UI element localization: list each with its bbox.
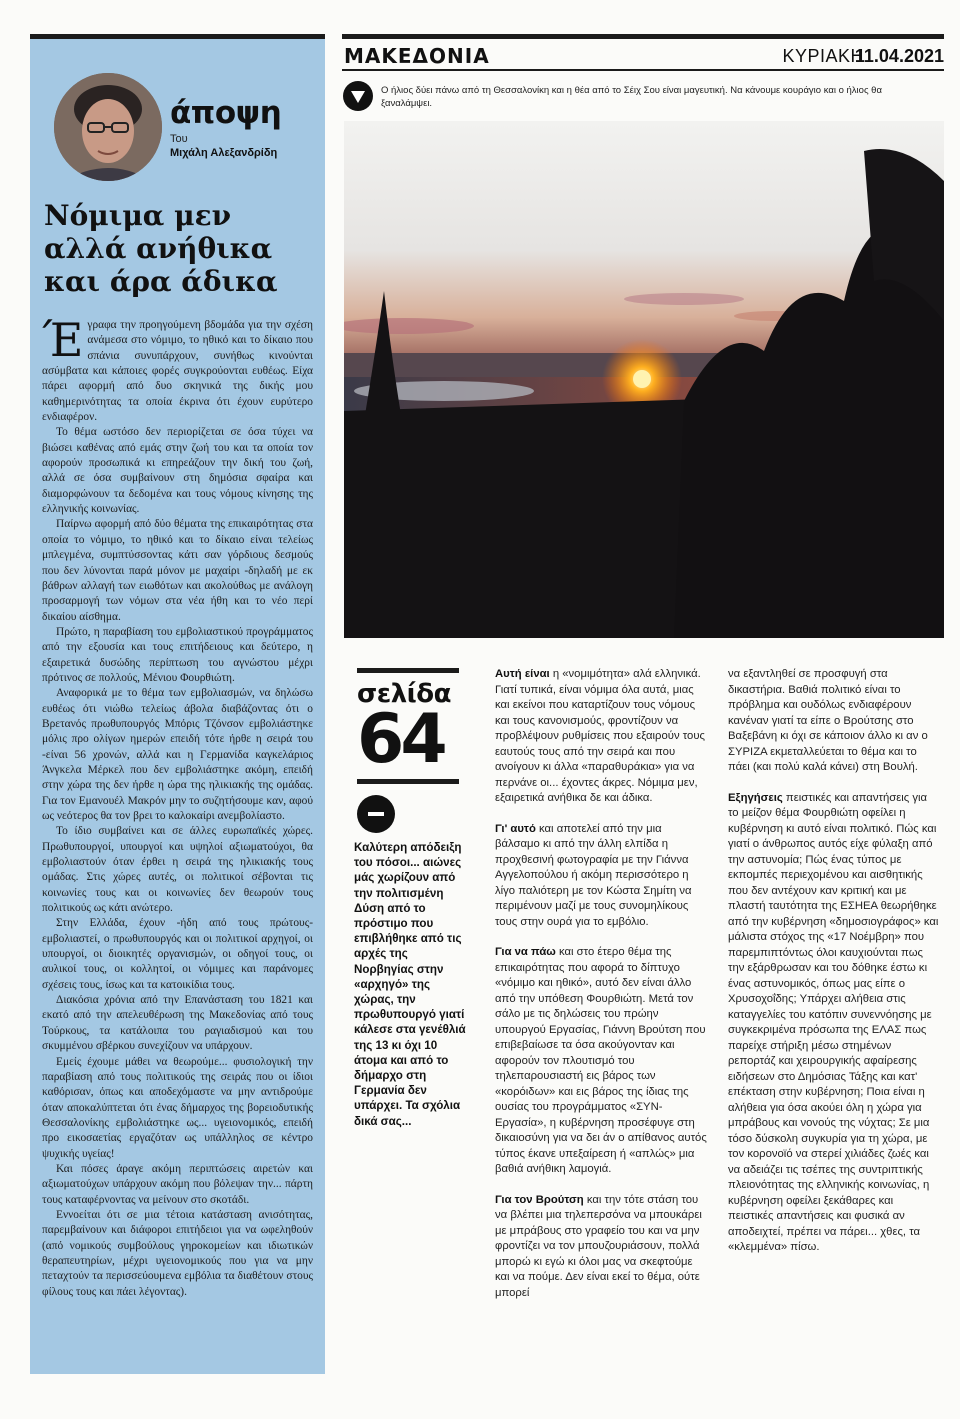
article-paragraph: Πρώτο, η παραβίαση του εμβολιαστικού προγράμματος από την εξουσία και τους επιτήδειους και δεύτερο, η εξαιρετικά δυσώδης περίπτωση του αγνώστου μέχρι πρότινος σε πολλούς, Μένιου Φουρθιώτη.: [42, 625, 313, 684]
column-paragraph: Για να πάω και στο έτερο θέμα της επικαιρότητας που αφορά το δίπτυχο «νόμιμο και ηθικό», αυτό δεν είναι άλλο από την υπόθεση Φουρθιώτη. Μετά τον σάλο με τις δηλώσεις του πρώην υπουργού Εργασίας, Γιάννη Βρούτση που επιβεβαίωσε τα όσα ακούγονταν και αφορούν τον πλουτισμό του τηλεπαρουσιαστή εις βάρος των «κορόιδων» και εις βάρος της ίδιας της ουσίας του προγράμματος «ΣΥΝ-Εργασία», η κυβέρνηση προσέφυγε στη δικαιοσύνη για να δει άν ο απίθανος αυτός τύπος έκανε υπεξαίρεση ή «απλώς» μια βαθιά ανήθικη λαμογιά.: [495, 946, 707, 1175]
triangle-down-icon: [343, 81, 373, 111]
column-paragraph: Εξηγήσεις πειστικές και απαντήσεις για το μείζον θέμα Φουρθιώτη οφείλει η κυβέρνηση κι αυτό είναι πολιτικό. Πώς και γιατί ο άνθρωπος αυτός είχε φύλαξη από την αστυνομία; Πώς ένας τύπος με εκπομπές περιεχομένου και αισθητικής που δεν αντέχουν καν κριτική και με πλαστή ταυτότητα της ΕΣΗΕΑ θεωρήθηκε από την κυβέρνηση «δημοσιογράφος» και μάλιστα στόχος της «17 Νοέμβρη» που παρεμπιπτόντως όλοι καυχιούνται πως την εξάρθρωσαν και του δόθηκε έστω κι ένας αστυνομικός, όπως μας είπε ο Χρυσοχοΐδης; Υπάρχει αλήθεια στις καταγγελίες του κατόπιν συνεννόησης με συγκεκριμένα πρόσωπα της ΕΛΑΣ πως παρείχε στήριξη μέσω στημένων ρεπορτάζ και χειρουργικής αφαίρεσης ειδήσεων στο Δημόσιας Τάξης και κατ' επέκταση στην κυβέρνηση; Ποια είναι η αλήθεια για όσα ακούει όλη η χώρα για μπράβους και νονούς της νύχτας; Σε μια τόσο δύσκολη συγκυρία για τη χώρα, με τον κορονοϊό να στερεί χιλιάδες ζωές και να αδειάζει τις τσέπες της συντριπτικής πλειονότητας της ελληνικής κοινωνίας, η κυβέρνηση οφείλει ξεκάθαρες και πειστικές απαντήσεις και φυσικά αν αποδειχτεί, πρέπει να πάρει... χθες, τα «κλεμμένα» πίσω.: [728, 791, 939, 1253]
headline-line: αλλά ανήθικα: [44, 232, 273, 265]
page-word: σελίδα: [357, 679, 452, 709]
column-paragraph: Γι' αυτό και αποτελεί από την μια βάλσαμο κι από την άλλη ελπίδα η προχθεσινή φωτογραφία με την Γιάννα Αγγελοπούλου ή ακόμη περισσότερο η λίγο παλιότερη με τον Κώστα Σημίτη να περιμένουν μαζί με τους συνομηλίκους τους στην ουρά για το εμβόλιο.: [495, 822, 692, 928]
sunset-photo: [344, 121, 944, 638]
article-paragraph: Εμείς έχουμε μάθει να θεωρούμε... φυσιολογική την παραβίαση από τους πολιτικούς της σειράς που οι ίδιοι καθόρισαν, όπως και αποδεχόμαστε να μην αντιδρούμε όταν αποκαλύπτεται ότι ένας δήμαρχος της βορειοδυτικής Θεσσαλονίκης εμβολιάστηκε ως... υγειονομικός, επειδή προ εικοσαετίας εργαζόταν ως υπάλληλος σε κέντρο ψυχικής υγείας!: [42, 1055, 313, 1160]
minus-circle-icon: [357, 795, 395, 833]
page-number: 64: [357, 700, 444, 779]
opinion-column: [30, 34, 325, 1374]
article-column-mid: [495, 667, 707, 1316]
page-reference-box: [357, 668, 459, 784]
opinion-header: [30, 39, 325, 189]
article-paragraph: Εννοείται ότι σε μια τέτοια κατάσταση ανισότητας, παρεμβαίνουν και διάφοροι επιτήδειοι για να ωφεληθούν (από νομικούς συμβούλους γηροκομείων και ιδιωτικών θεραπευτηρίων, μέχρι υγειονομικούς που για να μην πεταχτούν τα περισσεύουμενα εμβόλια τα διαθέτουν στους φίλους τους και πάει λέγοντας).: [42, 1208, 313, 1298]
column-paragraph: να εξαντληθεί σε προσφυγή στα δικαστήρια. Βαθιά πολιτικό είναι το πρόβλημα και ουδόλως ενδιαφέρουν κανέναν γιατί τα είπε ο Βρούτσης στο Βαξεβάνη κι όχι σε κάποιον άλλο κι αν ο ΣΥΡΙΖΑ εκμεταλλεύεται το θέμα και το πάει (και πολύ καλά κάνει) στη Βουλή.: [728, 668, 928, 773]
article-paragraph: Το ίδιο συμβαίνει και σε άλλες ευρωπαϊκές χώρες. Πρωθυπουργοί, υπουργοί και υψηλοί αξιωματούχοι, θα εμβολιαστούν όταν έρθει η σειρά της ηλικιακής τους ομάδας. Στις χώρες αυτές, οι πολιτικοί σέβονται τις κοινωνίες τους και οι κοινωνίες δεν θεωρούν τους πολιτικούς ως κάτι ανώτερο.: [42, 825, 313, 915]
header-thin-rule: [342, 69, 944, 71]
issue-date: 11.04.2021: [854, 46, 944, 66]
article-paragraph: Διακόσια χρόνια από την Επανάσταση του 1821 και εκατό από την απελευθέρωση της Μακεδονίας από τους Τούρκους, τα κατάλοιπα του ραγιαδισμού και του σκυμμένου σβέρκου συνεχίζουν να υπάρχουν.: [42, 994, 313, 1053]
column-paragraph: Αυτή είναι η «νομιμότητα» αλά ελληνικά. Γιατί τυπικά, είναι νόμιμα όλα αυτά, μιας και εκείνοι που καταρτίζουν τους νόμους και τους κανονισμούς, φροντίζουν να προβλέψουν ρυθμίσεις που εξαιρούν τους εαυτούς τους από την σειρά και που ανοίγουν κι άλλα «παραθυράκια» για να περνάνε οι... έχοντες άκρες. Νόμιμα μεν, εξαιρετικά ανήθικα δε και άδικα.: [495, 668, 705, 804]
headline-line: Νόμιμα μεν: [44, 199, 232, 232]
article-paragraph: Παίρνω αφορμή από δύο θέματα της επικαιρότητας στα οποία το νόμιμο, το ηθικό και το δίκαιο είναι τελείως μπλεγμένα, συμπτύσσοντας κάτι σαν γόρδιους δεσμούς που δεν λύνονται παρά μόνον με μαχαίρι -δηλαδή με εκ βάθρων αλλαγή των ειωθότων και ακολούθως με ανάλογη προσαρμογή των νόμων στα νέα ήθη και το νέο περί δικαίου αίσθημα.: [42, 518, 313, 623]
photo-caption: Ο ήλιος δύει πάνω από τη Θεσσαλονίκη και η θέα από το Σέιχ Σου είναι μαγευτική. Να κάνουμε κουράγιο και ο ήλιος θα ξαναλάμψει.: [381, 85, 882, 109]
article-body: [30, 298, 325, 1300]
article-paragraph: Το θέμα ωστόσο δεν περιορίζεται σε όσα τύχει να βιώσει καθένας από εμάς στην ζωή του και τα οποία τον αφορούν προσωπικά κι επηρεάζουν την δική του ζωή, αλλά σε όσα συμβαίνουν στη δημόσια σφαίρα και διαμορφώνουν τα δεδομένα και τους νόμους κίνησης της ελληνικής κοινωνίας.: [42, 426, 313, 516]
side-note: Καλύτερη απόδειξη του πόσοι... αιώνες μάς χωρίζουν από την πολιτισμένη Δύση από το πρόστιμο που επιβλήθηκε από τις αρχές της Νορβηγίας στην «αρχηγό» της χώρας, την πρωθυπουργό γιατί κάλεσε στα γενέθλιά της 13 κι όχι 10 άτομα και από το δήμαρχο στη Γερμανία δεν υπάρχει. Τα σχόλια δικά σας...: [354, 841, 466, 1128]
article-paragraph: Έγραφα την προηγούμενη βδομάδα για την σχέση ανάμεσα στο νόμιμο, το ηθικό και το δίκαιο που σπάνια συνυπάρχουν, συνήθως κινούνται ασύμβατα και κάποιες φορές συγκρούονται ευθέως. Είχα πάρει αφορμή από δυο σκηνικά της δικής μου καθημερινότητας τα οποία έκρινα ότι έχουν ευρύτερο ενδιαφέρον.: [42, 313, 313, 424]
article-paragraph: Στην Ελλάδα, έχουν -ήδη από τους πρώτους- εμβολιαστεί, ο πρωθυπουργός και οι πολιτικοί αρχηγοί, οι υπουργοί, οι διοικητές οργανισμών, οι οδηγοί τους, οι αυλικοί τους, οι κολλητοί, οι νόμιμες και παράνομες σχέσεις τους, ίσως και τα κατοικίδια τους.: [42, 917, 313, 991]
headline-line: και άρα άδικα: [44, 265, 278, 298]
section-label: άποψη: [170, 95, 282, 131]
box-rule: [357, 779, 459, 784]
issue-day: ΚΥΡΙΑΚΗ: [782, 46, 864, 66]
newspaper-name: ΜΑΚΕΔΟΝΙΑ: [344, 44, 490, 68]
article-paragraph: Αναφορικά με το θέμα των εμβολιασμών, να δηλώσω ευθέως ότι νιώθω τελείως άβολα διαβάζοντας ότι ο Βρετανός πρωθυπουργός Μπόρις Τζόνσον εμβολιάστηκε μόλις προ ολίγων ημερών επειδή τότε ήρθε η σειρά του -είναι 56 χρονών, αλλά και η Γερμανίδα καγκελάριος Άνγκελα Μέρκελ που δεν εμβολιάστηκε ακόμη, επειδή στην χώρα της δεν ήρθε η ώρα της ηλικιακής της ομάδας. Για τον Εμανουέλ Μακρόν μην το συζητήσουμε καν, αφού ως νεότερος θα τον βρει το καλοκαίρι ανεμβολίαστο.: [42, 687, 313, 822]
column-paragraph: Για τον Βρούτση και την τότε στάση του να βλέπει μια τηλεπερσόνα να μπουκάρει με μπράβους στο γραφείο του και να μην φροντίζει να τον μπουζουριάσουν, πολλά μπορώ κι εγώ κι όλοι μας να σκεφτούμε και να πούμε. Δεν είναι εκεί το θέμα, ούτε μπορεί: [495, 1193, 702, 1299]
page-header: [342, 34, 944, 71]
dropcap: Έ: [42, 313, 84, 367]
byline-prefix: Του: [170, 133, 188, 145]
author-photo: [54, 73, 162, 181]
author-name: Μιχάλη Αλεξανδρίδη: [170, 147, 278, 159]
box-rule: [357, 668, 459, 673]
article-headline: [30, 189, 325, 298]
article-paragraph: Και πόσες άραγε ακόμη περιπτώσεις αιρετών και αξιωματούχων υπάρχουν ακόμη που βόλεψαν την... πάρτη τους καταφέρνοντας να μείνουν στο σκοτάδι.: [42, 1162, 313, 1206]
article-column-right: [728, 667, 940, 1271]
